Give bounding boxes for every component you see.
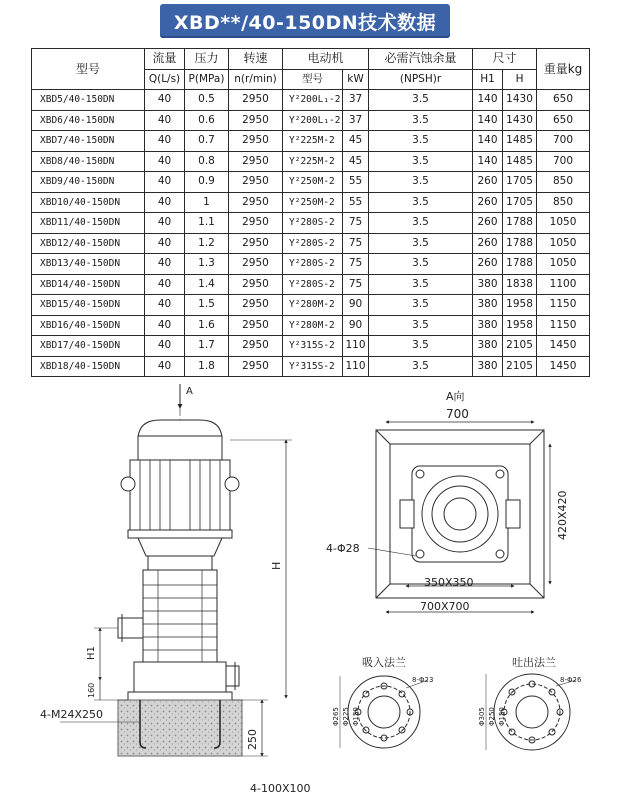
header-weight: 重量kg [537,49,590,90]
spec-table-body [32,90,590,377]
cell-q: 40 [145,131,185,152]
cell-motor: Y²225M-2 [283,151,343,172]
cell-p: 1.8 [185,356,229,377]
cell-w: 1050 [537,254,590,275]
header-size: 尺寸 [473,49,537,70]
cell-motor: Y²280M-2 [283,315,343,336]
cell-q: 40 [145,151,185,172]
plan-label-420: 420X420 [556,490,569,540]
cell-n: 2950 [229,110,283,131]
cell-p: 1.7 [185,336,229,357]
cell-h1: 260 [473,213,503,234]
cell-n: 2950 [229,233,283,254]
discharge-holes: 8-Φ26 [560,676,582,684]
cell-h1: 380 [473,295,503,316]
cell-p: 0.8 [185,151,229,172]
cell-model: XBD9/40-150DN [32,172,145,193]
cell-kw: 90 [343,315,369,336]
cell-w: 1050 [537,233,590,254]
cell-w: 1100 [537,274,590,295]
cell-h: 1430 [503,110,537,131]
cell-q: 40 [145,295,185,316]
cell-model: XBD8/40-150DN [32,151,145,172]
cell-npsh: 3.5 [369,110,473,131]
cell-npsh: 3.5 [369,213,473,234]
cell-q: 40 [145,274,185,295]
cell-h: 1958 [503,295,537,316]
cell-model: XBD13/40-150DN [32,254,145,275]
table-row [32,131,590,152]
cell-n: 2950 [229,295,283,316]
table-row [32,90,590,111]
cell-h1: 260 [473,254,503,275]
cell-kw: 110 [343,336,369,357]
cell-model: XBD15/40-150DN [32,295,145,316]
cell-kw: 75 [343,254,369,275]
cell-kw: 75 [343,274,369,295]
cell-model: XBD12/40-150DN [32,233,145,254]
table-row [32,233,590,254]
cell-motor: Y²200L₁-2 [283,90,343,111]
cell-h1: 140 [473,131,503,152]
cell-p: 1.6 [185,315,229,336]
cell-model: XBD7/40-150DN [32,131,145,152]
table-row [32,172,590,193]
cell-kw: 55 [343,192,369,213]
cell-motor: Y²315S-2 [283,356,343,377]
subheader-npsh: (NPSH)r [369,69,473,90]
cell-h: 1430 [503,90,537,111]
front-label-bolt: 4-M24X250 [40,708,103,721]
cell-npsh: 3.5 [369,254,473,275]
cell-p: 0.7 [185,131,229,152]
cell-n: 2950 [229,131,283,152]
front-label-h: H [270,561,283,570]
discharge-d2: Φ250 [488,707,496,726]
cell-motor: Y²200L₁-2 [283,110,343,131]
cell-h1: 140 [473,110,503,131]
cell-h1: 260 [473,192,503,213]
cell-h: 1705 [503,172,537,193]
cell-n: 2950 [229,254,283,275]
title-banner [160,4,450,38]
cell-h: 1788 [503,213,537,234]
cell-n: 2950 [229,151,283,172]
cell-kw: 90 [343,295,369,316]
cell-npsh: 3.5 [369,233,473,254]
cell-h: 1485 [503,131,537,152]
subheader-h1: H1 [473,69,503,90]
cell-model: XBD10/40-150DN [32,192,145,213]
cell-h1: 140 [473,90,503,111]
suction-label: 吸入法兰 [362,656,406,669]
cell-kw: 45 [343,151,369,172]
cell-model: XBD16/40-150DN [32,315,145,336]
cell-motor: Y²250M-2 [283,172,343,193]
cell-w: 650 [537,90,590,111]
cell-p: 1.1 [185,213,229,234]
subheader-h: H [503,69,537,90]
cell-npsh: 3.5 [369,274,473,295]
table-row [32,356,590,377]
suction-d1: Φ265 [332,707,340,726]
cell-model: XBD11/40-150DN [32,213,145,234]
header-flow: 流量 [145,49,185,70]
cell-h: 2105 [503,356,537,377]
suction-d2: Φ225 [342,707,350,726]
cell-npsh: 3.5 [369,295,473,316]
cell-npsh: 3.5 [369,315,473,336]
table-row [32,315,590,336]
cell-motor: Y²315S-2 [283,336,343,357]
table-row [32,274,590,295]
table-row [32,254,590,275]
cell-motor: Y²280S-2 [283,233,343,254]
plan-label-view: A向 [446,390,465,403]
front-view [60,384,292,756]
cell-p: 1.2 [185,233,229,254]
pump-drawing [0,380,620,799]
header-speed: 转速 [229,49,283,70]
cell-motor: Y²280S-2 [283,274,343,295]
cell-h1: 140 [473,151,503,172]
cell-kw: 75 [343,233,369,254]
cell-h1: 380 [473,274,503,295]
cell-q: 40 [145,110,185,131]
cell-n: 2950 [229,274,283,295]
cell-model: XBD17/40-150DN [32,336,145,357]
cell-model: XBD14/40-150DN [32,274,145,295]
cell-p: 1.4 [185,274,229,295]
cell-model: XBD5/40-150DN [32,90,145,111]
header-row-1 [32,49,590,70]
cell-npsh: 3.5 [369,151,473,172]
cell-w: 1150 [537,315,590,336]
spec-table [31,48,590,377]
cell-w: 700 [537,131,590,152]
cell-kw: 37 [343,110,369,131]
cell-npsh: 3.5 [369,172,473,193]
table-row [32,336,590,357]
cell-h: 1788 [503,233,537,254]
front-label-base: 4-100X100 [250,782,311,795]
cell-kw: 110 [343,356,369,377]
table-row [32,192,590,213]
cell-kw: 75 [343,213,369,234]
cell-q: 40 [145,336,185,357]
cell-w: 700 [537,151,590,172]
cell-q: 40 [145,172,185,193]
plan-label-700-top: 700 [446,407,469,421]
cell-model: XBD6/40-150DN [32,110,145,131]
cell-h: 1485 [503,151,537,172]
cell-n: 2950 [229,213,283,234]
cell-npsh: 3.5 [369,90,473,111]
cell-npsh: 3.5 [369,131,473,152]
table-row [32,151,590,172]
cell-h1: 260 [473,172,503,193]
cell-w: 850 [537,172,590,193]
cell-motor: Y²280S-2 [283,254,343,275]
header-motor: 电动机 [283,49,369,70]
cell-p: 1.3 [185,254,229,275]
cell-h1: 380 [473,356,503,377]
cell-w: 1450 [537,336,590,357]
cell-p: 0.9 [185,172,229,193]
cell-kw: 37 [343,90,369,111]
cell-kw: 55 [343,172,369,193]
cell-h: 1838 [503,274,537,295]
header-npsh: 必需汽蚀余量 [369,49,473,70]
cell-q: 40 [145,192,185,213]
cell-h1: 380 [473,315,503,336]
cell-npsh: 3.5 [369,356,473,377]
front-label-h1: H1 [86,646,97,660]
subheader-flow: Q(L/s) [145,69,185,90]
plan-label-700-bottom: 700X700 [420,600,470,613]
cell-h1: 380 [473,336,503,357]
cell-h: 1958 [503,315,537,336]
cell-q: 40 [145,90,185,111]
cell-h: 2105 [503,336,537,357]
cell-w: 650 [537,110,590,131]
cell-motor: Y²280M-2 [283,295,343,316]
cell-motor: Y²225M-2 [283,131,343,152]
cell-n: 2950 [229,90,283,111]
cell-h: 1788 [503,254,537,275]
cell-motor: Y²250M-2 [283,192,343,213]
front-label-160: 160 [87,682,96,698]
cell-npsh: 3.5 [369,192,473,213]
page-title: XBD**/40-150DN技术数据 [173,11,437,34]
cell-n: 2950 [229,356,283,377]
cell-n: 2950 [229,172,283,193]
cell-w: 1150 [537,295,590,316]
cell-h: 1705 [503,192,537,213]
cell-model: XBD18/40-150DN [32,356,145,377]
cell-q: 40 [145,254,185,275]
subheader-pressure: P(MPa) [185,69,229,90]
table-row [32,110,590,131]
table-row [32,213,590,234]
plan-label-350: 350X350 [424,576,474,589]
cell-p: 1 [185,192,229,213]
cell-motor: Y²280S-2 [283,213,343,234]
cell-p: 1.5 [185,295,229,316]
cell-h1: 260 [473,233,503,254]
cell-n: 2950 [229,315,283,336]
cell-kw: 45 [343,131,369,152]
table-row [32,295,590,316]
cell-w: 1450 [537,356,590,377]
cell-n: 2950 [229,192,283,213]
subheader-motor-model: 型号 [283,69,343,90]
suction-d3: Φ150 [352,707,360,726]
cell-p: 0.6 [185,110,229,131]
header-pressure: 压力 [185,49,229,70]
subheader-speed: n(r/min) [229,69,283,90]
cell-q: 40 [145,315,185,336]
cell-q: 40 [145,213,185,234]
front-label-a: A [186,386,193,397]
cell-q: 40 [145,356,185,377]
cell-n: 2950 [229,336,283,357]
cell-w: 850 [537,192,590,213]
cell-npsh: 3.5 [369,336,473,357]
discharge-d1: Φ305 [478,707,486,726]
cell-q: 40 [145,233,185,254]
cell-w: 1050 [537,213,590,234]
discharge-d3: Φ150 [498,707,506,726]
cell-p: 0.5 [185,90,229,111]
suction-holes: 8-Φ23 [412,676,434,684]
discharge-label: 吐出法兰 [512,656,556,669]
subheader-motor-kw: kW [343,69,369,90]
plan-label-hole: 4-Φ28 [326,542,360,555]
front-label-250: 250 [246,729,259,750]
header-model: 型号 [32,49,145,90]
